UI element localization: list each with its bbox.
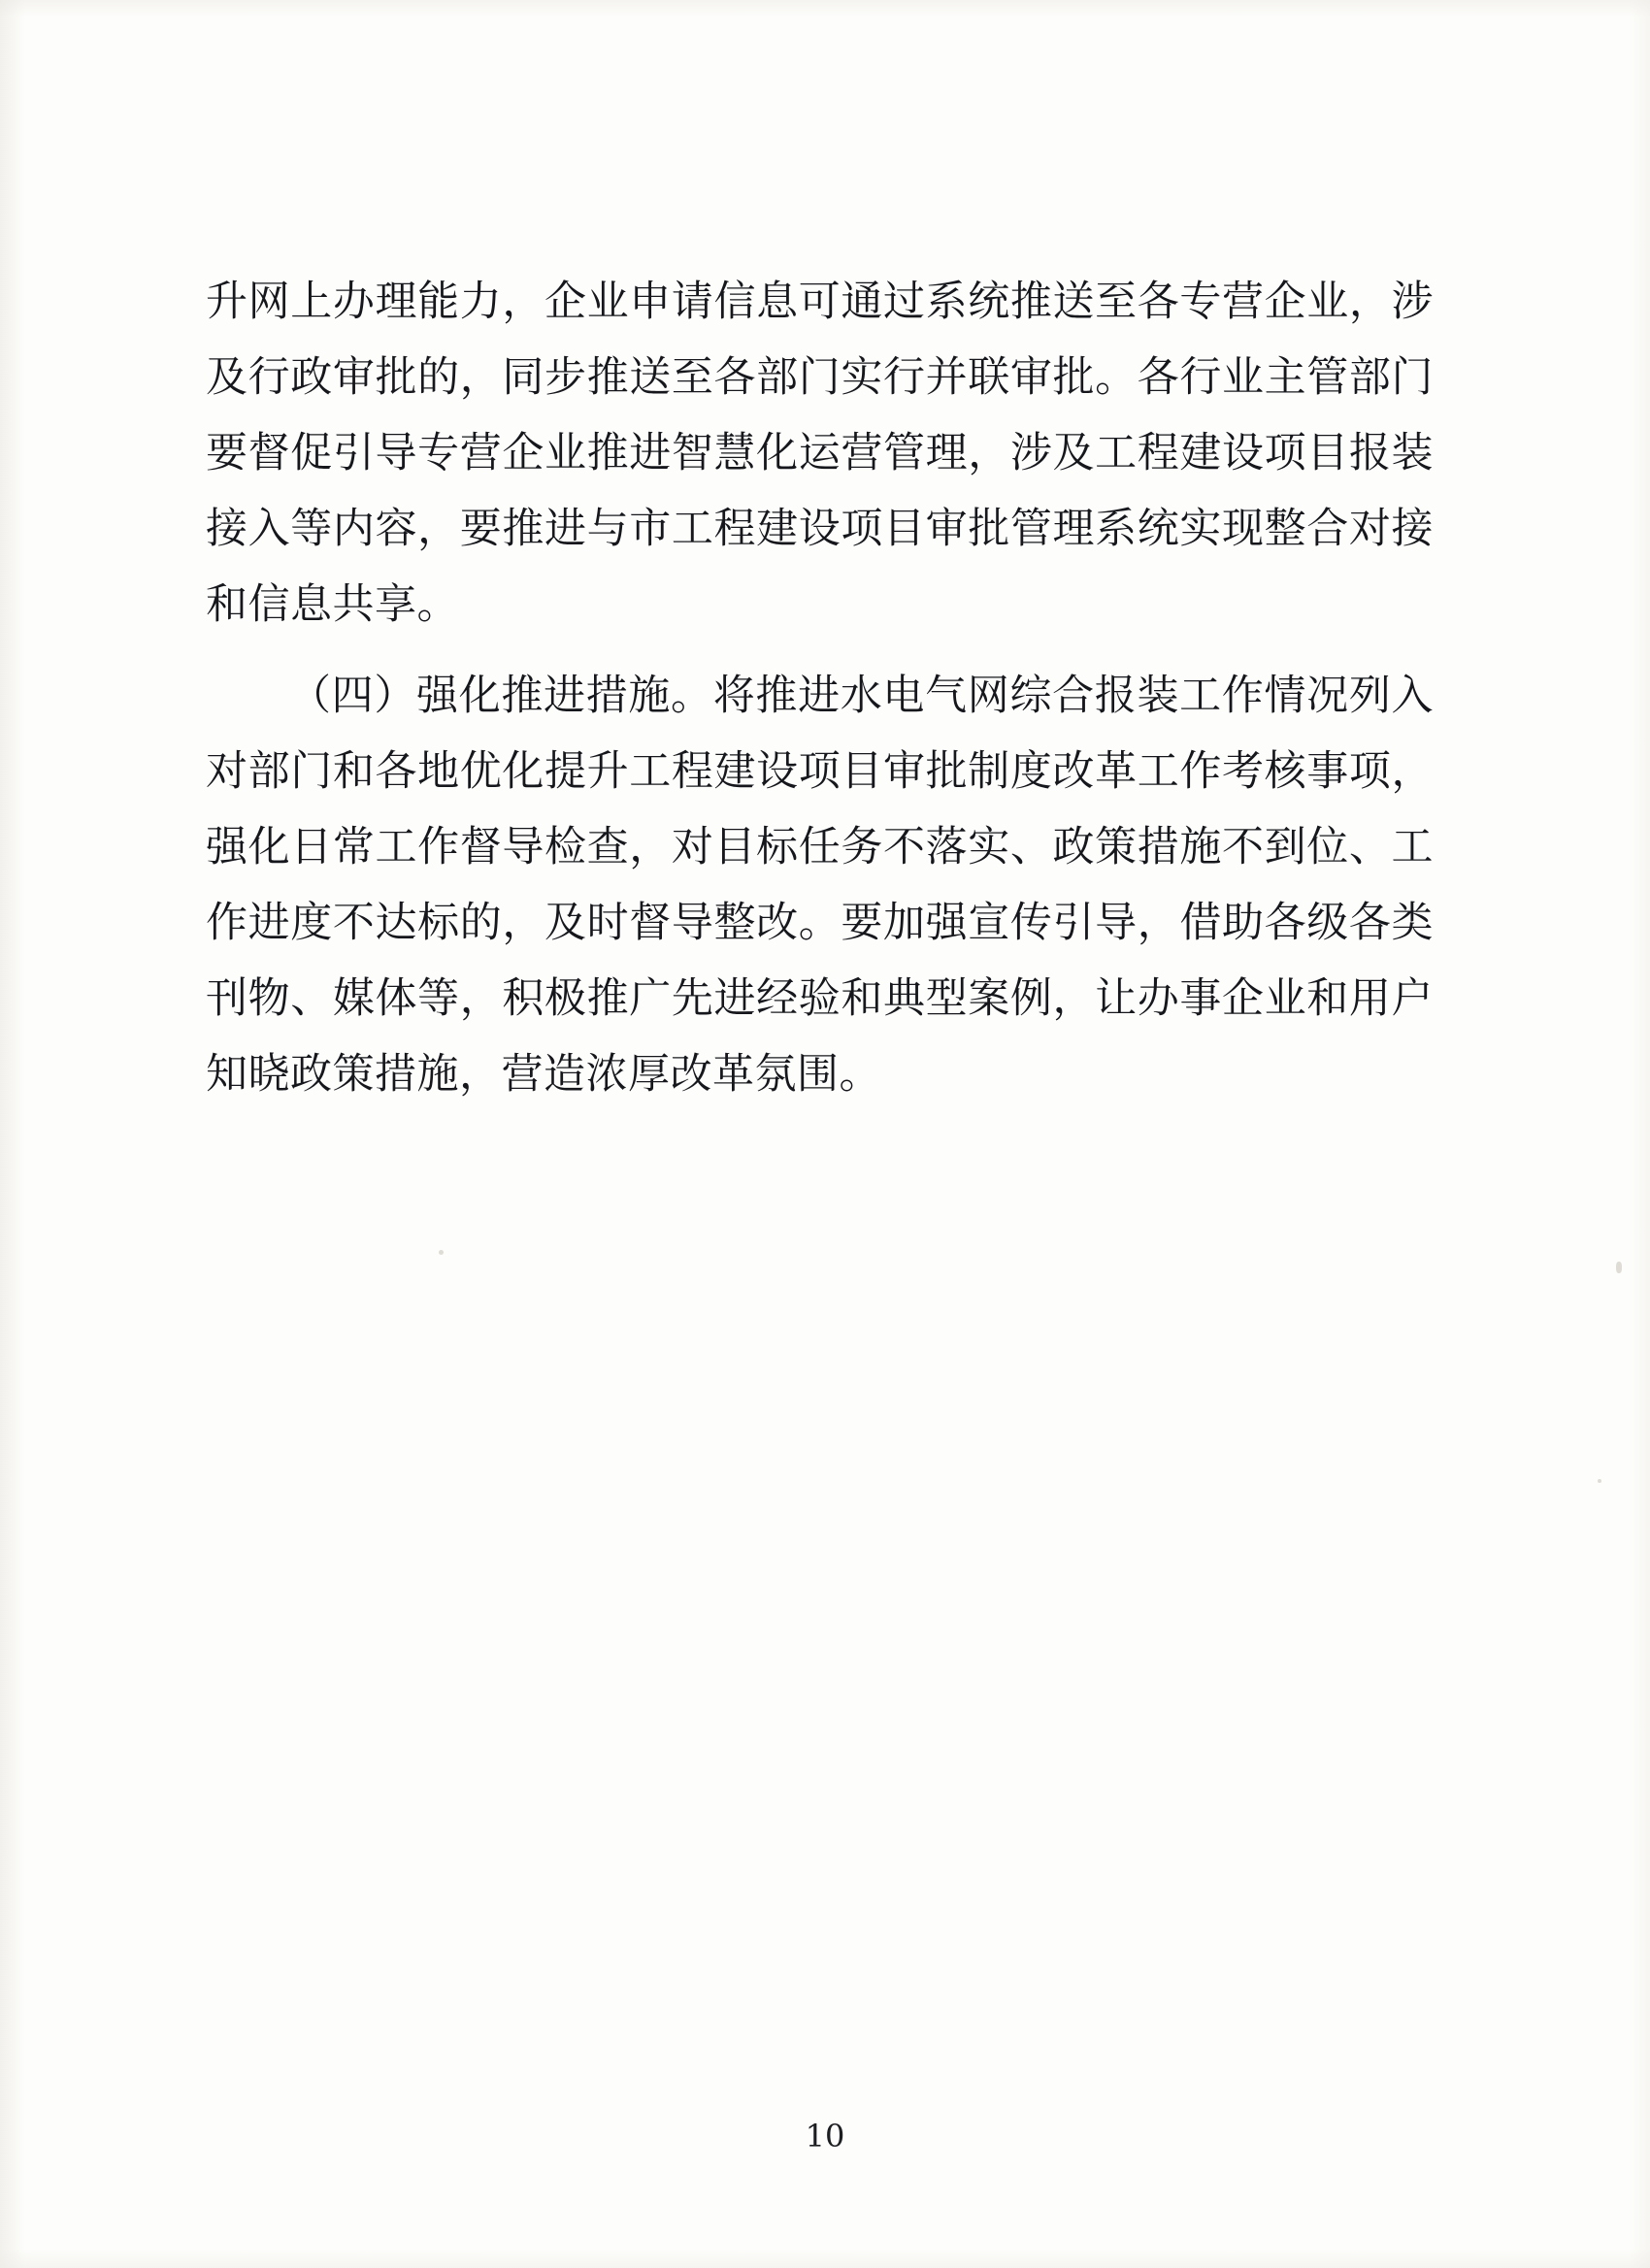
scan-edge-bottom [0,2249,1650,2268]
paragraph-spacer [206,646,1434,658]
scan-edge-top [0,0,1650,17]
paragraph-continued: 升网上办理能力，企业申请信息可通过系统推送至各专营企业，涉及行政审批的，同步推送至各部门实行并联审批。各行业主管部门要督促引导专营企业推进智慧化运营管理，涉及工程建设项目报装接入等内容，要推进与市工程建设项目审批管理系统实现整合对接和信息共享。 [206,278,1434,629]
scan-edge-left [0,0,25,2268]
page-number: 10 [805,2118,845,2154]
scan-edge-right [1629,0,1650,2268]
paragraph-section-four: （四）强化推进措施。将推进水电气网综合报装工作情况列入对部门和各地优化提升工程建设项目审批制度改革工作考核事项，强化日常工作督导检查，对目标任务不落实、政策措施不到位、工作进度不达标的，及时督导整改。要加强宣传引导，借助各级各类刊物、媒体等，积极推广先进经验和典型案例，让办事企业和用户知晓政策措施，营造浓厚改革氛围。 [206,672,1434,1099]
document-body [206,264,1434,1116]
scan-speck [1598,1479,1601,1483]
scan-speck [439,1250,444,1255]
scan-speck [1616,1262,1622,1273]
